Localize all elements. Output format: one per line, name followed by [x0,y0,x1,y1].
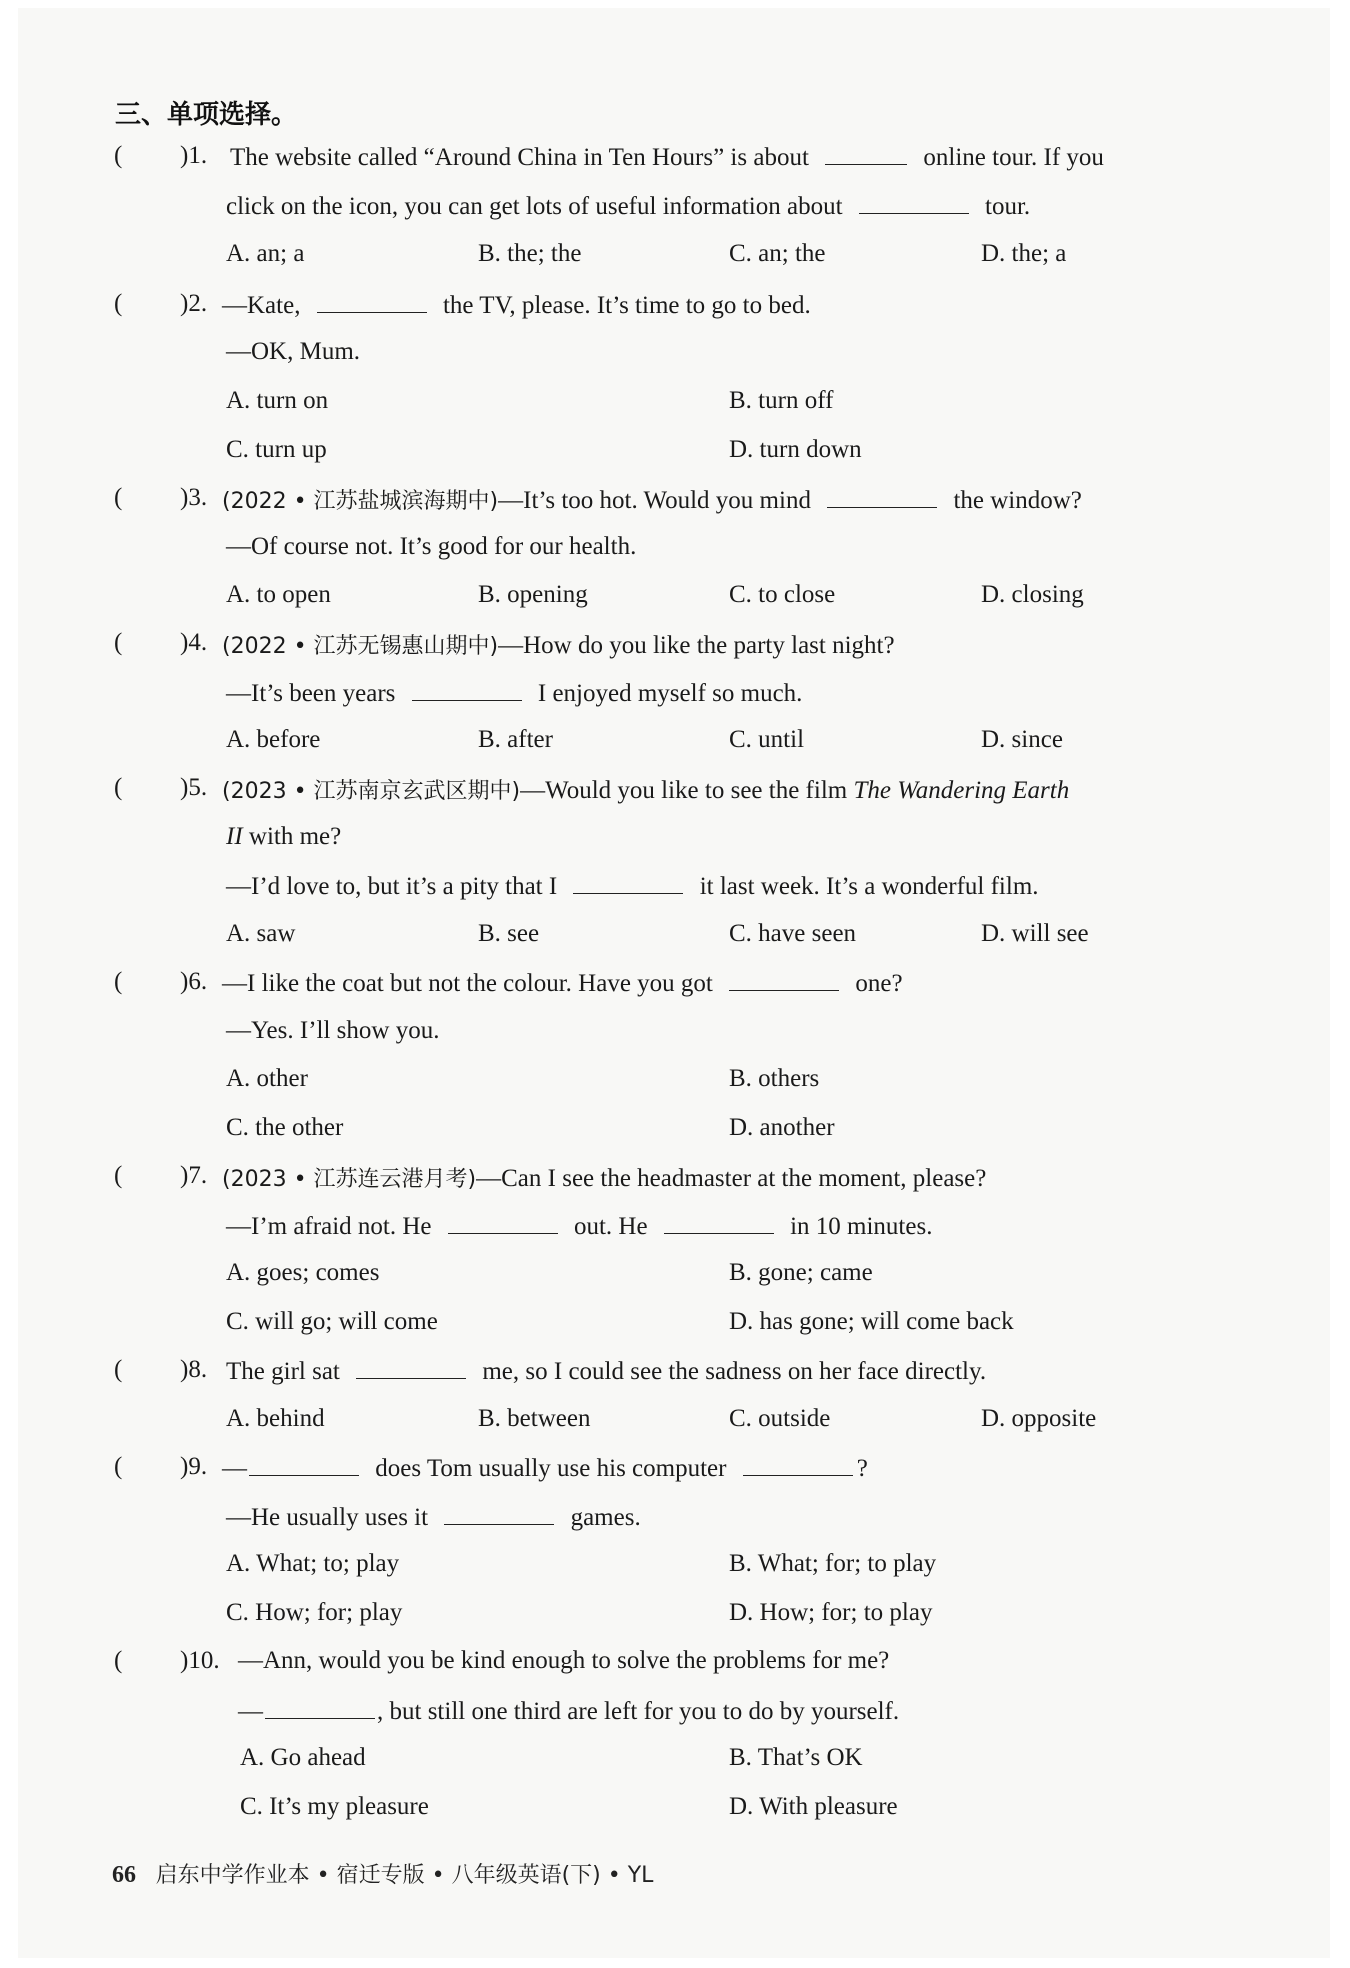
question-text: the TV, please. It’s time to go to bed. [442,292,811,319]
question-text: out. He [573,1213,648,1240]
option-a: A. goes; comes [226,1259,380,1286]
option-c: C. will go; will come [226,1308,438,1335]
option-d: D. closing [981,581,1084,608]
option-c: C. to close [729,581,836,608]
question-text: The website called “Around China in Ten Hours” is about [230,144,809,171]
answer-bracket-left: ( [114,629,123,656]
option-c: C. have seen [729,920,857,947]
question-text: —It’s too hot. Would you mind [498,487,811,514]
answer-bracket-right: )2. [180,290,208,317]
answer-bracket-right: )6. [180,968,208,995]
question-text: in 10 minutes. [790,1213,933,1240]
question-text: The girl sat [226,1358,340,1385]
question-text: —Yes. I’ll show you. [226,1017,440,1044]
option-a: A. other [226,1065,308,1092]
question-text: — [222,1455,247,1482]
question-text: online tour. If you [923,144,1104,171]
page-number: 66 [112,1862,136,1888]
page-footer [112,1858,653,1889]
option-a: A. saw [226,920,296,947]
option-d: D. has gone; will come back [729,1308,1014,1335]
answer-bracket-left: ( [114,1647,123,1674]
answer-bracket-right: )8. [180,1356,208,1383]
question-text: —He usually uses it [226,1504,429,1531]
question-text: tour. [985,193,1031,220]
answer-bracket-left: ( [114,1453,123,1480]
option-a: A. an; a [226,240,305,267]
option-c: C. until [729,726,805,753]
option-c: C. turn up [226,436,327,463]
answer-bracket-left: ( [114,774,123,801]
option-d: D. the; a [981,240,1067,267]
option-a: A. behind [226,1405,325,1432]
option-d: D. since [981,726,1063,753]
question-source: (2023 • 江苏南京玄武区期中) [222,779,521,804]
answer-blank [356,1356,466,1379]
question-text: it last week. It’s a wonderful film. [699,873,1039,900]
option-b: B. between [478,1405,591,1432]
question-text: with me? [248,823,342,850]
answer-blank [444,1502,554,1525]
option-b: B. after [478,726,553,753]
option-b: B. That’s OK [729,1744,863,1771]
answer-bracket-right: )5. [180,774,208,801]
answer-blank [859,191,969,214]
question-source: (2022 • 江苏盐城滨海期中) [222,489,499,514]
question-text: —Kate, [222,292,301,319]
answer-bracket-right: )4. [180,629,208,656]
answer-bracket-right: )10. [180,1647,220,1674]
question-text: click on the icon, you can get lots of useful information about [226,193,843,220]
answer-blank [729,968,839,991]
question-text: —Can I see the headmaster at the moment, please? [476,1165,987,1192]
film-title: The Wandering Earth [853,777,1070,804]
option-a: A. turn on [226,387,329,414]
question-text: —I’m afraid not. He [226,1213,432,1240]
option-a: A. What; to; play [226,1550,400,1577]
answer-blank [664,1211,774,1234]
answer-bracket-left: ( [114,1162,123,1189]
book-title: 启东中学作业本 • 宿迁专版 • 八年级英语(下) • YL [155,1863,654,1888]
question-source: (2022 • 江苏无锡惠山期中) [222,634,499,659]
option-a: A. Go ahead [240,1744,366,1771]
answer-bracket-left: ( [114,968,123,995]
question-text: —How do you like the party last night? [498,632,895,659]
question-text: does Tom usually use his computer [375,1455,727,1482]
answer-bracket-left: ( [114,484,123,511]
option-c: C. How; for; play [226,1599,403,1626]
question-text: games. [570,1504,641,1531]
answer-blank [317,290,427,313]
option-b: B. What; for; to play [729,1550,937,1577]
answer-blank [448,1211,558,1234]
film-title-numeral: II [226,823,243,850]
option-b: B. others [729,1065,820,1092]
answer-bracket-left: ( [114,142,123,169]
option-d: D. How; for; to play [729,1599,933,1626]
answer-blank [412,678,522,701]
answer-blank [827,485,937,508]
answer-bracket-right: )3. [180,484,208,511]
option-b: B. opening [478,581,588,608]
question-text: , but still one third are left for you to do by yourself. [377,1698,900,1725]
option-d: D. turn down [729,436,862,463]
option-b: B. gone; came [729,1259,873,1286]
answer-blank [249,1453,359,1476]
answer-bracket-right: )1. [180,142,208,169]
option-a: A. to open [226,581,331,608]
answer-bracket-right: )9. [180,1453,208,1480]
option-b: B. the; the [478,240,582,267]
question-text: —Ann, would you be kind enough to solve the problems for me? [238,1647,890,1674]
question-text: the window? [953,487,1082,514]
question-text: ? [856,1455,868,1482]
answer-bracket-left: ( [114,290,123,317]
answer-blank [743,1453,853,1476]
question-text: —I’d love to, but it’s a pity that I [226,873,558,900]
question-text: —Of course not. It’s good for our health. [226,533,637,560]
option-d: D. will see [981,920,1089,947]
section-title: 三、单项选择。 [115,100,298,130]
option-d: D. With pleasure [729,1793,898,1820]
question-text: one? [855,970,903,997]
answer-blank [825,142,907,165]
option-c: C. the other [226,1114,344,1141]
question-source: (2023 • 江苏连云港月考) [222,1167,477,1192]
option-c: C. an; the [729,240,826,267]
option-c: C. outside [729,1405,831,1432]
option-b: B. turn off [729,387,834,414]
option-d: D. another [729,1114,835,1141]
option-a: A. before [226,726,321,753]
answer-bracket-right: )7. [180,1162,208,1189]
question-text: — [238,1698,263,1725]
question-text: me, so I could see the sadness on her face directly. [482,1358,987,1385]
question-text: —It’s been years [226,680,396,707]
question-text: —OK, Mum. [226,338,361,365]
question-text: —Would you like to see the film [520,777,848,804]
question-text: —I like the coat but not the colour. Have you got [222,970,713,997]
option-d: D. opposite [981,1405,1097,1432]
answer-blank [573,871,683,894]
option-b: B. see [478,920,540,947]
answer-blank [265,1696,375,1719]
option-c: C. It’s my pleasure [240,1793,429,1820]
answer-bracket-left: ( [114,1356,123,1383]
question-text: I enjoyed myself so much. [537,680,803,707]
